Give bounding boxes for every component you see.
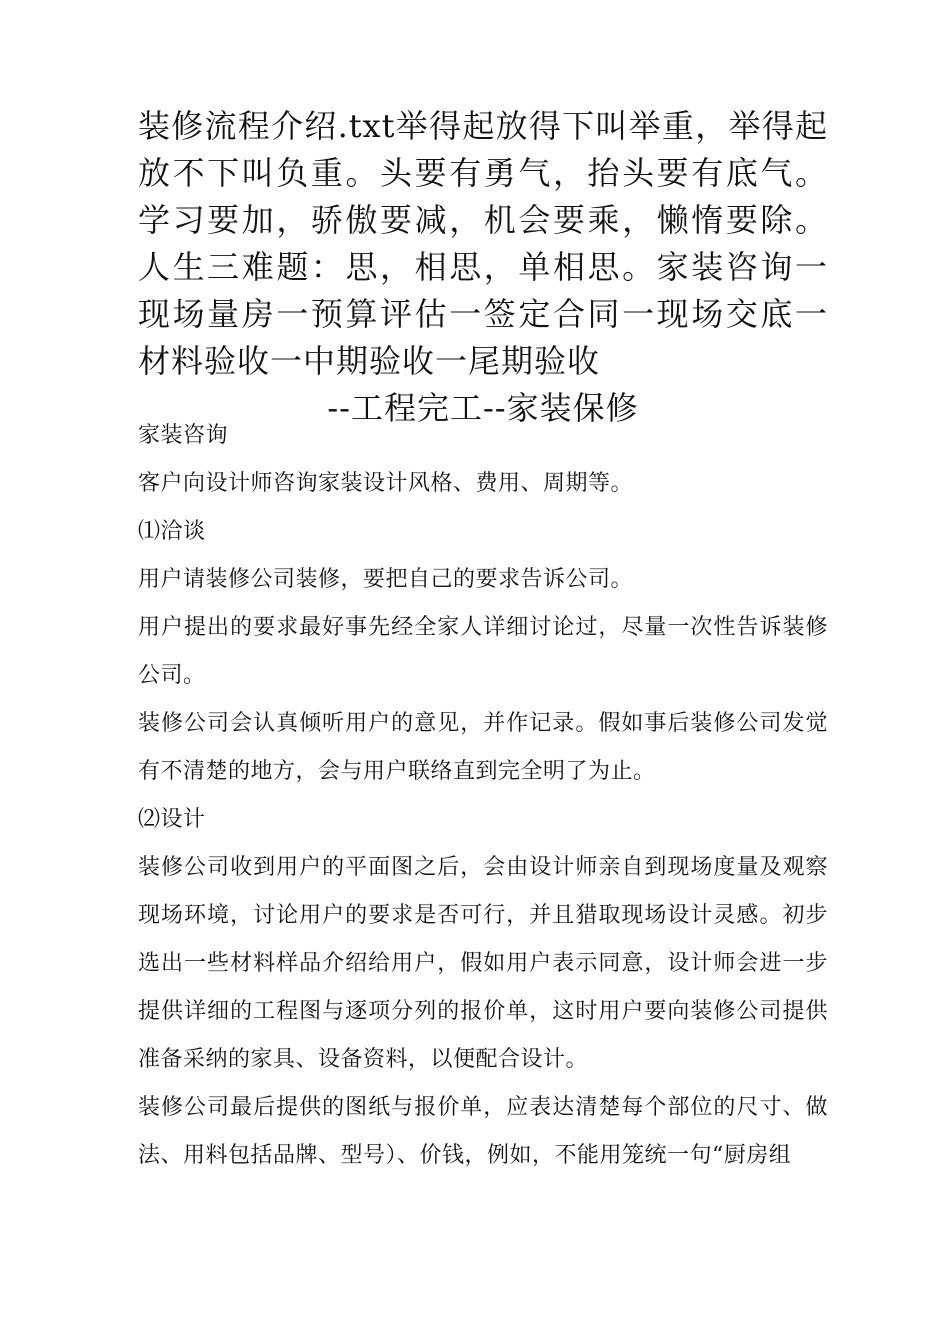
paragraph: 装修公司最后提供的图纸与报价单，应表达清楚每个部位的尺寸、做法、用料包括品牌、型号）、价钱，例如，不能用笼统一句“厨房组 <box>138 1095 828 1168</box>
paragraph: 用户请装修公司装修，要把自己的要求告诉公司。 <box>138 567 634 592</box>
paragraph: 用户提出的要求最好事先经全家人详细讨论过，尽量一次性告诉装修公司。 <box>138 615 828 688</box>
document-title-tail: --工程完工--家装保修 <box>327 389 639 427</box>
title-block <box>138 103 828 432</box>
paragraph: 客户向设计师咨询家装设计风格、费用、周期等。 <box>138 471 634 496</box>
document-title: 装修流程介绍.txt举得起放得下叫举重，举得起放不下叫负重。头要有勇气，抬头要有底气。学习要加，骄傲要减，机会要乘，懒惰要除。人生三难题：思，相思，单相思。家装咨询一现场量房一预算评估一签定合同一现场交底一材料验收一中期验收一尾期验收 <box>138 107 828 380</box>
subsection-heading: ⑵设计 <box>138 807 206 832</box>
subsection-heading: ⑴洽谈 <box>138 519 206 544</box>
document-body <box>138 412 828 1180</box>
paragraph: 装修公司收到用户的平面图之后，会由设计师亲自到现场度量及观察现场环境，讨论用户的要求是否可行，并且猎取现场设计灵感。初步选出一些材料样品介绍给用户，假如用户表示同意，设计师会进一步提供详细的工程图与逐项分列的报价单，这时用户要向装修公司提供准备采纳的家具、设备资料，以便配合设计。 <box>138 855 828 1072</box>
section-heading: 家装咨询 <box>138 423 229 448</box>
paragraph: 装修公司会认真倾听用户的意见，并作记录。假如事后装修公司发觉有不清楚的地方，会与用户联络直到完全明了为止。 <box>138 711 828 784</box>
